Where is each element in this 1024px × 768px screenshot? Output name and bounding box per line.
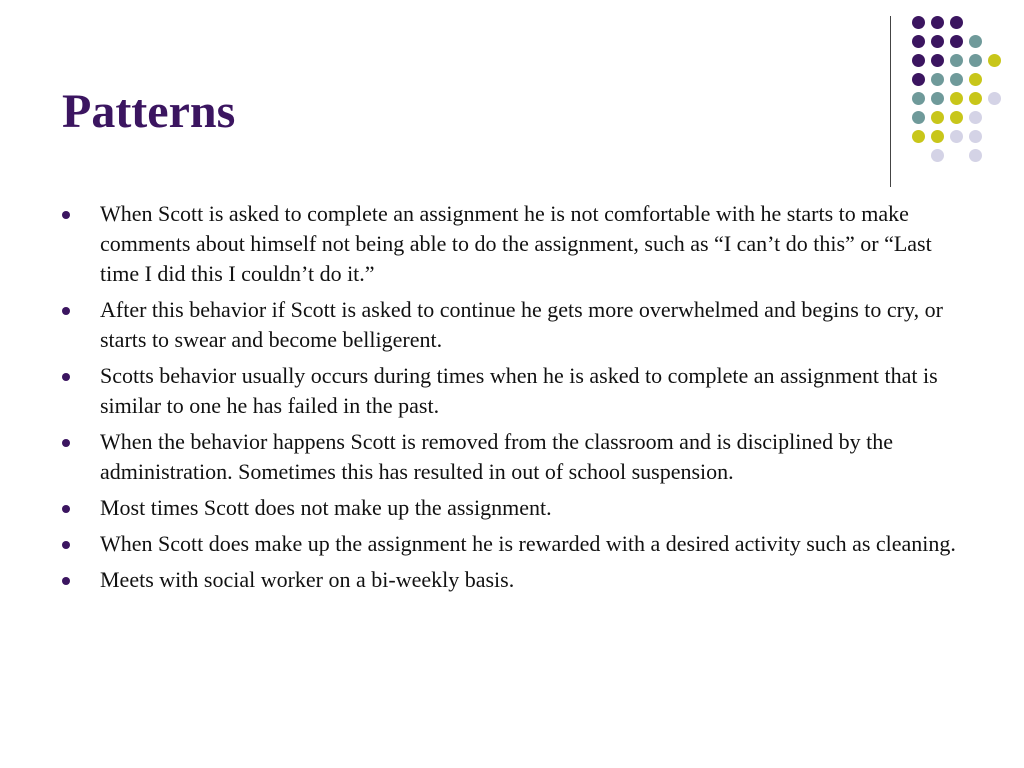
decor-dot xyxy=(950,16,963,29)
decor-dot xyxy=(950,73,963,86)
bullet-item xyxy=(62,427,962,487)
decor-dot xyxy=(912,73,925,86)
bullet-item xyxy=(62,295,962,355)
bullet-marker xyxy=(62,505,70,513)
decor-dot xyxy=(931,16,944,29)
bullet-text: Scotts behavior usually occurs during times when he is asked to complete an assignment that is similar to one he has failed in the past. xyxy=(100,363,938,418)
bullet-text: After this behavior if Scott is asked to continue he gets more overwhelmed and begins to cry, or starts to swear and become belligerent. xyxy=(100,297,943,352)
decor-dot xyxy=(988,54,1001,67)
bullet-text: Most times Scott does not make up the assignment. xyxy=(100,495,552,520)
vertical-divider xyxy=(890,16,891,187)
decor-dot xyxy=(931,130,944,143)
decor-dot xyxy=(931,73,944,86)
decor-dot xyxy=(931,149,944,162)
decor-dot xyxy=(969,73,982,86)
decor-dot xyxy=(931,35,944,48)
decor-dot xyxy=(950,54,963,67)
bullet-marker xyxy=(62,577,70,585)
bullet-text: When the behavior happens Scott is removed from the classroom and is disciplined by the administration. Sometimes this has resulted in out of school suspension. xyxy=(100,429,894,484)
bullet-marker xyxy=(62,373,70,381)
decor-dot xyxy=(950,130,963,143)
decor-dot xyxy=(950,35,963,48)
decor-dot xyxy=(969,54,982,67)
bullet-marker xyxy=(62,439,70,447)
decor-dot xyxy=(969,130,982,143)
decor-dot xyxy=(931,54,944,67)
decor-dot xyxy=(912,111,925,124)
decor-dot xyxy=(912,130,925,143)
decor-dot xyxy=(969,35,982,48)
bullet-item xyxy=(62,529,962,559)
decor-dot xyxy=(912,16,925,29)
decor-dot xyxy=(969,92,982,105)
decor-dot xyxy=(912,35,925,48)
bullet-list xyxy=(62,199,962,601)
decor-dot xyxy=(969,149,982,162)
bullet-text: When Scott does make up the assignment he is rewarded with a desired activity such as cleaning. xyxy=(100,531,956,556)
decor-dot xyxy=(969,111,982,124)
decor-dot xyxy=(931,92,944,105)
bullet-item xyxy=(62,199,962,289)
decor-dot xyxy=(912,92,925,105)
bullet-marker xyxy=(62,541,70,549)
decor-dot xyxy=(912,54,925,67)
bullet-marker xyxy=(62,307,70,315)
decor-dot xyxy=(988,92,1001,105)
bullet-item xyxy=(62,493,962,523)
decor-dot xyxy=(950,111,963,124)
bullet-item xyxy=(62,361,962,421)
slide-title: Patterns xyxy=(62,85,236,138)
bullet-marker xyxy=(62,211,70,219)
bullet-item xyxy=(62,565,962,595)
decor-dot xyxy=(950,92,963,105)
bullet-text: Meets with social worker on a bi-weekly basis. xyxy=(100,567,515,592)
decor-dot xyxy=(931,111,944,124)
bullet-text: When Scott is asked to complete an assignment he is not comfortable with he starts to make comments about himself not being able to do the assignment, such as “I can’t do this” or “Last time I did this I couldn’t do it.” xyxy=(100,201,932,286)
